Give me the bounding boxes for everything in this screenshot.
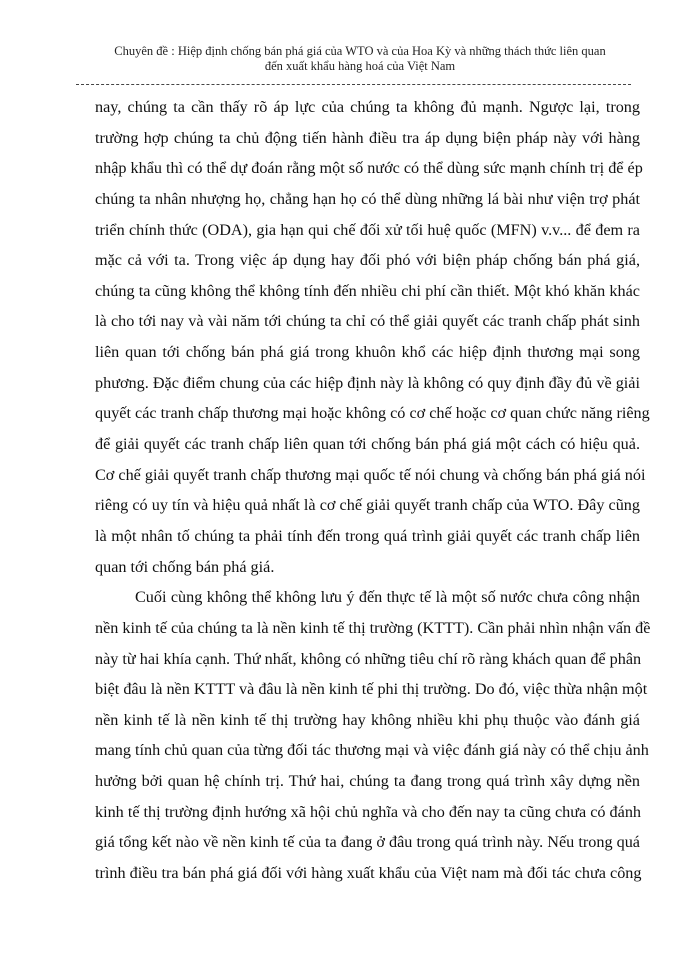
text-line: mang tính chủ quan của từng đối tác thương mại và việc đánh giá này có thể chịu ảnh xyxy=(95,741,649,760)
text-line: là cho tới nay và vài năm tới chúng ta chỉ có thể giải quyết các tranh chấp phát sinh xyxy=(95,312,640,331)
text-line: mặc cả với ta. Trong việc áp dụng hay đối phó với biện pháp chống bán phá giá, xyxy=(95,251,640,270)
text-line: kinh tế thị trường định hướng xã hội chủ nghĩa và cho đến nay ta cũng chưa có đánh xyxy=(95,802,642,821)
text-line: quyết các tranh chấp thương mại hoặc không có cơ chế hoặc cơ quan chức năng riêng xyxy=(95,404,650,423)
header-title-line-1: Chuyên đề : Hiệp định chống bán phá giá của WTO và của Hoa Kỳ và những thách thức liên quan xyxy=(114,44,606,58)
text-line: trình điều tra bán phá giá đối với hàng xuất khẩu của Việt nam mà đối tác chưa công xyxy=(95,864,642,883)
text-line: nay, chúng ta cần thấy rõ áp lực của chúng ta không đủ mạnh. Ngược lại, trong xyxy=(95,98,640,116)
header-divider xyxy=(76,84,631,85)
text-line: này từ hai khía cạnh. Thứ nhất, không có những tiêu chí rõ ràng khách quan để phân xyxy=(95,649,642,668)
text-line: triển chính thức (ODA), gia hạn qui chế đối xử tối huệ quốc (MFN) v.v... để đem ra xyxy=(95,220,640,239)
text-line: giá tổng kết nào về nền kinh tế của ta đang ở đâu trong quá trình này. Nếu trong quá xyxy=(95,833,640,852)
header-title-line-2: đến xuất khẩu hàng hoá của Việt Nam xyxy=(264,59,456,73)
paragraph-start-line: Cuối cùng không thể không lưu ý đến thực tế là một số nước chưa công nhận xyxy=(135,588,640,607)
text-line: phương. Đặc điểm chung của các hiệp định này là không có quy định đầy đủ về giải xyxy=(95,373,640,392)
text-line: nền kinh tế của chúng ta là nền kinh tế thị trường (KTTT). Cần phải nhìn nhận vấn đề xyxy=(95,618,651,637)
paragraph-end-line: quan tới chống bán phá giá. xyxy=(95,557,275,576)
page-header xyxy=(90,44,630,74)
text-line: trường hợp chúng ta chủ động tiến hành điều tra áp dụng biện pháp này với hàng xyxy=(95,128,640,147)
text-line: nền kinh tế là nền kinh tế thị trường hay không nhiều khi phụ thuộc vào đánh giá xyxy=(95,710,640,729)
text-line: nhập khẩu thì có thể dự đoán rằng một số nước có thể dùng sức mạnh chính trị để ép xyxy=(95,159,643,178)
text-line: Cơ chế giải quyết tranh chấp thương mại quốc tế nói chung và chống bán phá giá nói xyxy=(95,465,646,484)
text-line: là một nhân tố chúng ta phải tính đến trong quá trình giải quyết các tranh chấp liên xyxy=(95,526,640,545)
text-line: liên quan tới chống bán phá giá trong khuôn khổ các hiệp định thương mại song xyxy=(95,343,640,362)
text-line: chúng ta cũng không thể không tính đến nhiều chi phí cần thiết. Một khó khăn khác xyxy=(95,281,640,300)
text-line: biệt đâu là nền KTTT và đâu là nền kinh tế phi thị trường. Do đó, việc thừa nhận một xyxy=(95,680,648,699)
text-line: để giải quyết các tranh chấp liên quan tới chống bán phá giá một cách có hiệu quả. xyxy=(95,435,640,454)
body-text xyxy=(95,92,651,889)
text-line: riêng có uy tín và hiệu quả nhất là cơ chế giải quyết tranh chấp của WTO. Đây cũng xyxy=(95,496,640,515)
text-line: hưởng bởi quan hệ chính trị. Thứ hai, chúng ta đang trong quá trình xây dựng nền xyxy=(95,772,640,791)
text-line: chúng ta nhân nhượng họ, chẳng hạn họ có thể dùng những lá bài như viện trợ phát xyxy=(95,189,640,208)
